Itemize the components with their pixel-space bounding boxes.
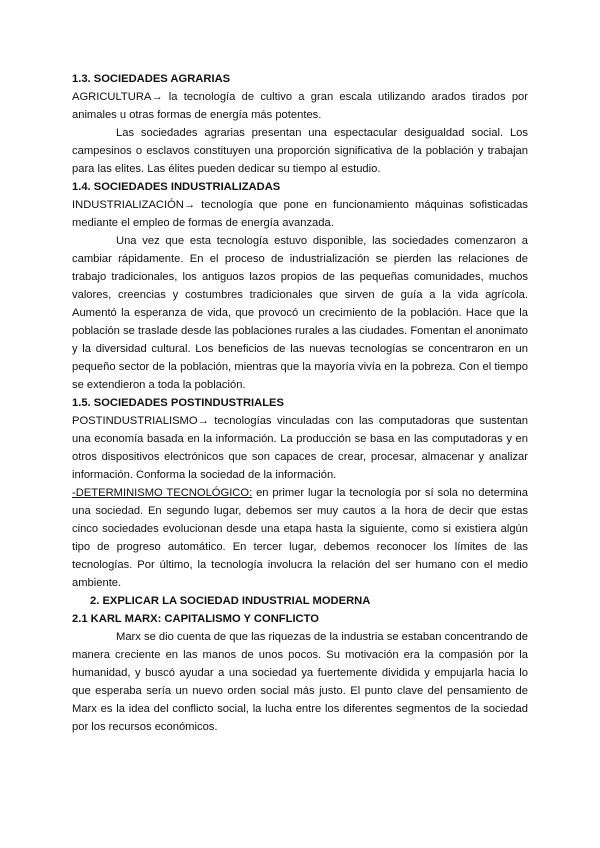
document-page: [72, 70, 528, 736]
heading-sociedades-postindustriales: 1.5. SOCIEDADES POSTINDUSTRIALES: [72, 397, 284, 409]
paragraph-marx: Marx se dio cuenta de que las riquezas de la industria se estaban concentrando de manera creciente en las manos de unos pocos. Su motivación era la compasión por la humanidad, y buscó ayudar a una sociedad ya fuertemente dividida y empujarla hacia lo que esperaba sería un nuevo orden social más justo. El punto clave del pensamiento de Marx es la idea del conflicto social, la lucha entre los diferentes segmentos de la sociedad por los recursos económicos.: [72, 631, 528, 733]
heading-sociedad-industrial-moderna: 2. EXPLICAR LA SOCIEDAD INDUSTRIAL MODERNA: [90, 595, 371, 607]
paragraph-postindustrialismo: POSTINDUSTRIALISMO→ tecnologías vinculadas con las computadoras que sustentan una economía basada en la información. La producción se basa en las computadoras y en otros dispositivos electrónicos que son capaces de crear, procesar, almacenar y analizar información. Conforma la sociedad de la información.: [72, 415, 528, 481]
heading-sociedades-industrializadas: 1.4. SOCIEDADES INDUSTRIALIZADAS: [72, 181, 281, 193]
paragraph-cambio-social: Una vez que esta tecnología estuvo disponible, las sociedades comenzaron a cambiar rápidamente. En el proceso de industrialización se pierden las relaciones de trabajo tradicionales, los antiguos lazos propios de las pequeñas comunidades, muchos valores, creencias y costumbres tradicionales que sirven de guía a la vida agrícola. Aumentó la esperanza de vida, que provocó un crecimiento de la población. Hace que la población se traslade desde las poblaciones rurales a las ciudades. Fomentan el anonimato y la diversidad cultural. Los beneficios de las nuevas tecnologías se concentraron en un pequeño sector de la población, mientras que la mayoría vivía en la pobreza. Con el tiempo se extendieron a toda la población.: [72, 235, 528, 391]
heading-sociedades-agrarias: 1.3. SOCIEDADES AGRARIAS: [72, 73, 231, 85]
term-determinismo: -DETERMINISMO TECNOLÓGICO:: [72, 487, 253, 499]
heading-karl-marx: 2.1 KARL MARX: CAPITALISMO Y CONFLICTO: [72, 613, 319, 625]
paragraph-agricultura: AGRICULTURA→ la tecnología de cultivo a gran escala utilizando arados tirados por animales u otras formas de energía más potentes.: [72, 91, 528, 121]
determinismo-text: en primer lugar la tecnología por sí sola no determina una sociedad. En segundo lugar, debemos ser muy cautos a la hora de decir que estas cinco sociedades evolucionan desde una etapa hasta la siguiente, como si existiera algún tipo de progreso automático. En tercer lugar, debemos reconocer los límites de las tecnologías. Por último, la tecnología involucra la relación del ser humano con el medio ambiente.: [72, 487, 528, 589]
paragraph-desigualdad: Las sociedades agrarias presentan una espectacular desigualdad social. Los campesinos o esclavos constituyen una proporción significativa de la población y trabajan para las elites. Las élites pueden dedicar su tiempo al estudio.: [72, 127, 528, 175]
paragraph-determinismo: [72, 484, 528, 592]
paragraph-industrializacion: INDUSTRIALIZACIÓN→ tecnología que pone en funcionamiento máquinas sofisticadas mediante el empleo de formas de energía avanzada.: [72, 199, 528, 229]
